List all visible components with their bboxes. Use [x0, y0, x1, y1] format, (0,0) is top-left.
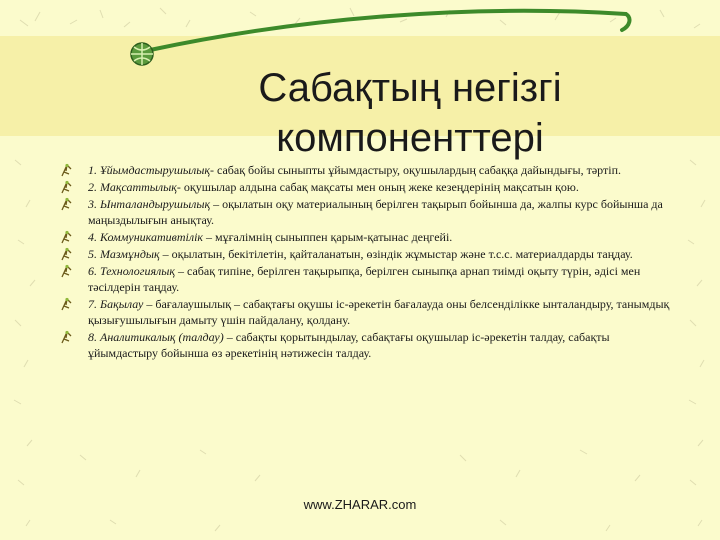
- item-text: – сабақты қорытындылау, сабақтағы оқушылар іс-әрекетін талдау, сабақты ұйымдастыру бойынша өз әрекетінің нәтижесін талдау.: [88, 330, 610, 360]
- item-text: - оқушылар алдына сабақ мақсаты мен оның жеке кезеңдерінің мақсатын қою.: [176, 180, 579, 194]
- footer-url: www.ZHARAR.com: [303, 497, 417, 512]
- item-term: 3. Ынталандырушылық: [88, 197, 211, 211]
- item-text: - сабақ бойы сыныпты ұйымдастыру, оқушылардың сабаққа дайындығы, тәртіп.: [209, 163, 622, 177]
- leaf-bullet-icon: [60, 230, 74, 244]
- item-text: – мұғалімнің сыныппен қарым-қатынас деңгейі.: [203, 230, 453, 244]
- slide-title: [200, 63, 620, 163]
- item-term: 5. Мазмұндық: [88, 247, 160, 261]
- leaf-bullet-icon: [60, 297, 74, 311]
- list-item: [60, 196, 670, 228]
- leaf-bullet-icon: [60, 264, 74, 278]
- components-list: [60, 162, 670, 362]
- leaf-bullet-icon: [60, 247, 74, 261]
- list-item: [60, 329, 670, 361]
- list-item: [60, 296, 670, 328]
- list-item: [60, 246, 670, 262]
- leaf-bullet-icon: [60, 197, 74, 211]
- leaf-bullet-icon: [60, 180, 74, 194]
- list-item: [60, 162, 670, 178]
- item-text: – оқылатын, бекітілетін, қайталанатын, өзіндік жұмыстар және т.с.с. материалдарды таңдау.: [159, 247, 633, 261]
- title-line-1: Сабақтың негізгі: [258, 65, 562, 110]
- title-line-2: компоненттері: [276, 115, 544, 160]
- list-item: [60, 229, 670, 245]
- item-term: 8. Аналитикалық (талдау): [88, 330, 224, 344]
- leaf-bullet-icon: [60, 330, 74, 344]
- item-term: 7. Бақылау: [88, 297, 144, 311]
- item-term: 6. Технологиялық: [88, 264, 175, 278]
- item-text: – оқылатын оқу материалының берілген тақырып бойынша да, жалпы курс бойынша да маңыздылығын анықтау.: [88, 197, 663, 227]
- globe-ornament-icon: [129, 41, 155, 67]
- item-term: 4. Коммуникативтілік: [88, 230, 204, 244]
- list-item: [60, 179, 670, 195]
- leaf-bullet-icon: [60, 163, 74, 177]
- list-item: [60, 263, 670, 295]
- item-term: 1. Ұйымдастырушылық: [88, 163, 210, 177]
- item-text: – бағалаушылық – сабақтағы оқушы іс-әрекетін бағалауда оны белсенділікке ынталандыру, танымдық қызығушылығын дамыту үшін пайдалану, қолдану.: [88, 297, 670, 327]
- item-term: 2. Мақсаттылық: [88, 180, 177, 194]
- item-text: – сабақ типіне, берілген тақырыпқа, берілген сыныпқа арнап тиімді оқыту түрін, әдісі мен тәсілдерін таңдау.: [88, 264, 641, 294]
